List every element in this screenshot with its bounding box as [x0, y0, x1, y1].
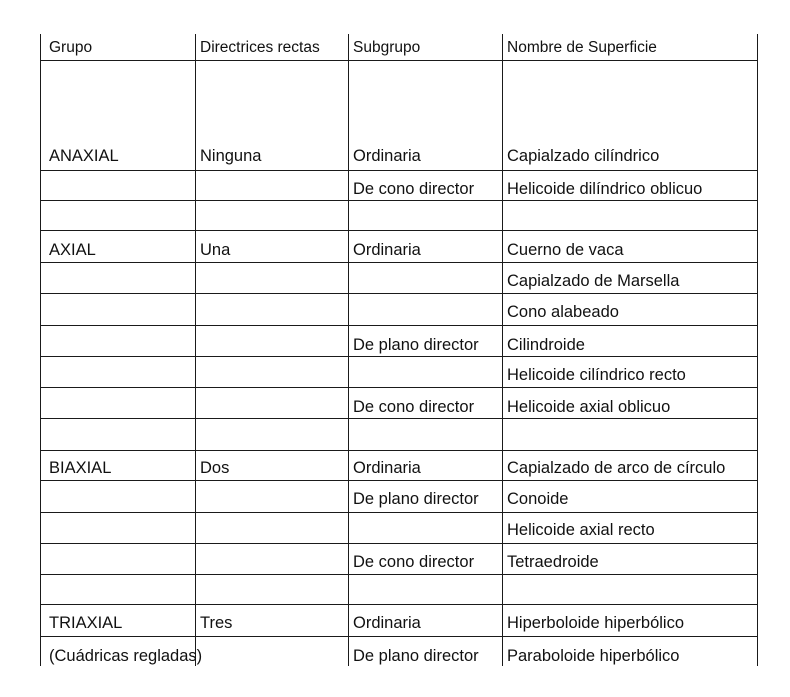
table-cell: De cono director — [353, 553, 475, 571]
table-cell: De plano director — [353, 490, 479, 508]
row-rule — [40, 60, 758, 61]
table-cell: ANAXIAL — [49, 147, 119, 165]
table-cell: Capialzado de Marsella — [507, 272, 680, 290]
row-rule — [40, 262, 758, 263]
table-cell: De cono director — [353, 398, 475, 416]
row-rule — [40, 387, 758, 388]
header-cell: Subgrupo — [353, 39, 421, 56]
table-cell: Ninguna — [200, 147, 262, 165]
table-cell: Ordinaria — [353, 147, 421, 165]
header-cell: Directrices rectas — [200, 39, 320, 56]
row-rule — [40, 170, 758, 171]
table-cell: Helicoide dilíndrico oblicuo — [507, 180, 703, 198]
table-cell: Ordinaria — [353, 459, 421, 477]
column-rule — [757, 34, 758, 666]
row-rule — [40, 512, 758, 513]
table-cell: Capialzado cilíndrico — [507, 147, 660, 165]
table-cell: De cono director — [353, 180, 475, 198]
table-cell: Tetraedroide — [507, 553, 599, 571]
table-cell: (Cuádricas regladas) — [49, 647, 203, 665]
table-cell: TRIAXIAL — [49, 614, 123, 632]
row-rule — [40, 325, 758, 326]
header-cell: Nombre de Superficie — [507, 39, 657, 56]
table-cell: Hiperboloide hiperbólico — [507, 614, 685, 632]
row-rule — [40, 230, 758, 231]
table-cell: Tres — [200, 614, 233, 632]
header-cell: Grupo — [49, 39, 93, 56]
table-cell: Helicoide cilíndrico recto — [507, 366, 686, 384]
row-rule — [40, 636, 758, 637]
table-cell: Cuerno de vaca — [507, 241, 624, 259]
table-cell: Cono alabeado — [507, 303, 619, 321]
column-rule — [502, 34, 503, 666]
column-rule — [40, 34, 41, 666]
table-cell: Dos — [200, 459, 230, 477]
row-rule — [40, 418, 758, 419]
row-rule — [40, 480, 758, 481]
row-rule — [40, 293, 758, 294]
row-rule — [40, 356, 758, 357]
table-cell: Helicoide axial recto — [507, 521, 655, 539]
table-cell: De plano director — [353, 336, 479, 354]
row-rule — [40, 450, 758, 451]
column-rule — [348, 34, 349, 666]
table-cell: Una — [200, 241, 231, 259]
table-cell: De plano director — [353, 647, 479, 665]
table-cell: Paraboloide hiperbólico — [507, 647, 680, 665]
row-rule — [40, 574, 758, 575]
table-cell: Ordinaria — [353, 241, 421, 259]
table-cell: AXIAL — [49, 241, 96, 259]
column-rule — [195, 34, 196, 666]
table-cell: Cilindroide — [507, 336, 585, 354]
table-cell: Helicoide axial oblicuo — [507, 398, 671, 416]
table-cell: Capialzado de arco de círculo — [507, 459, 726, 477]
row-rule — [40, 200, 758, 201]
table-cell: BIAXIAL — [49, 459, 112, 477]
row-rule — [40, 543, 758, 544]
table-cell: Conoide — [507, 490, 569, 508]
table-cell: Ordinaria — [353, 614, 421, 632]
row-rule — [40, 604, 758, 605]
